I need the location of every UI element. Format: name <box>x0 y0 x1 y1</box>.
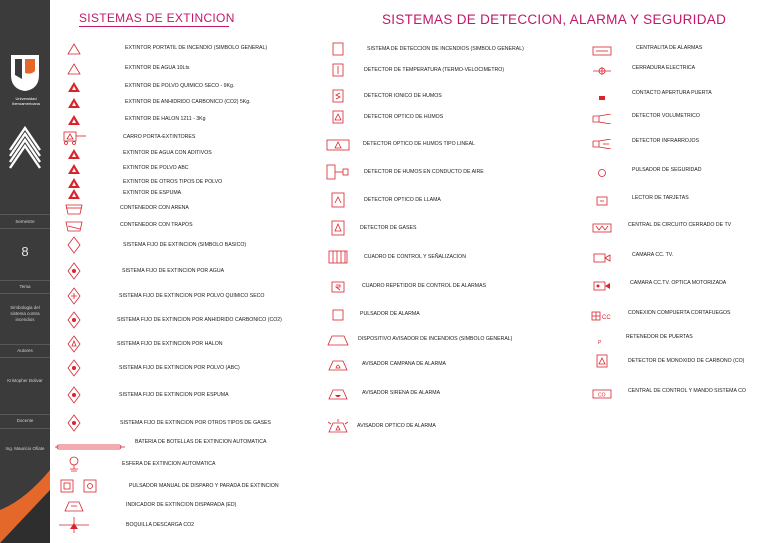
svg-text:CO: CO <box>598 392 606 399</box>
symbol-label: PULSADOR DE SEGURIDAD <box>632 166 702 173</box>
symbol-label: EXTINTOR DE POLVO ABC <box>123 164 189 171</box>
sphere-extinction-icon <box>67 455 81 478</box>
symbol-label: DETECTOR DE GASES <box>360 224 417 231</box>
cctv-central-icon <box>592 220 612 238</box>
cctv-motor-camera-icon <box>593 278 611 296</box>
door-holder-icon <box>597 333 607 351</box>
symbol-label: SISTEMA FIJO DE EXTINCION POR AGUA <box>122 267 225 274</box>
symbol-label: DETECTOR INFRARROJOS <box>632 137 700 144</box>
tema-value: Simbologia del sistema contra incendios <box>10 305 40 322</box>
symbol-label: SISTEMA FIJO DE EXTINCION POR HALON <box>117 340 223 347</box>
diamond-dot-icon <box>67 359 81 382</box>
symbol-label: EXTINTOR DE AGUA CON ADITIVOS <box>123 149 212 156</box>
symbol-label: CONTACTO APERTURA PUERTA <box>632 89 712 96</box>
electric-lock-icon <box>593 63 611 81</box>
square-outline-icon <box>331 42 345 61</box>
symbol-label: EXTINTOR DE OTROS TIPOS DE POLVO <box>123 178 223 185</box>
fire-damper-icon <box>591 308 613 326</box>
symbol-label: CONTENEDOR CON ARENA <box>120 204 189 211</box>
autores-value: Kristopher Bolivar <box>7 378 43 383</box>
sidebar-divider <box>0 344 50 345</box>
diamond-dot-icon <box>67 414 81 437</box>
sidebar <box>0 0 50 543</box>
alarm-pushbutton-icon <box>332 308 344 326</box>
infrared-detector-icon <box>592 136 612 154</box>
triangle-filled-icon <box>67 96 81 114</box>
symbol-label: SISTEMA DE DETECCION DE INCENDIOS (SIMBOLO GENERAL) <box>367 45 524 52</box>
symbol-label: DISPOSITIVO AVISADOR DE INCENDIOS (SIMBOLO GENERAL) <box>358 335 513 342</box>
docente-label: Docente <box>16 418 34 423</box>
sidebar-divider <box>0 428 50 429</box>
diamond-dot-icon <box>67 262 81 285</box>
thermal-detector-icon <box>331 63 345 82</box>
autores-label: Autores <box>17 348 33 353</box>
svg-text:P: P <box>598 340 602 346</box>
symbol-label: DETECTOR DE MONOXIDO DE CARBONO (CO) <box>628 357 745 364</box>
repeater-panel-icon <box>331 280 345 298</box>
symbol-label: PULSADOR DE ALARMA <box>360 310 420 317</box>
sidebar-divider <box>0 228 50 229</box>
sidebar-divider <box>0 414 50 415</box>
symbol-label: PULSADOR MANUAL DE DISPARO Y PARADA DE EXTINCION <box>129 482 279 489</box>
symbol-label: AVISADOR SIRENA DE ALARMA <box>362 389 441 396</box>
cctv-camera-icon <box>593 250 611 268</box>
symbol-label: DETECTOR DE HUMOS EN CONDUCTO DE AIRE <box>364 168 484 175</box>
symbol-label: BATERIA DE BOTELLAS DE EXTINCION AUTOMATICA <box>135 438 267 445</box>
symbol-label: SISTEMA FIJO DE EXTINCION POR ANHIDRIDO CARBONICO (CO2) <box>117 316 282 323</box>
optical-detector-icon <box>331 110 345 129</box>
semestre-value: 8 <box>21 244 29 259</box>
symbol-label: INDICADOR DE EXTINCION DISPARADA (ED) <box>126 501 237 508</box>
symbol-label: EXTINTOR DE AGUA 10Lts <box>125 64 190 71</box>
university-logo-icon <box>9 53 41 93</box>
sidebar-divider <box>0 214 50 215</box>
symbol-label: CENTRAL DE CONTROL Y MANDO SISTEMA CO <box>628 387 746 394</box>
triangle-outline-icon <box>67 62 81 80</box>
symbol-label: EXTINTOR DE POLVO QUIMICO SECO - 9Kg. <box>125 82 235 89</box>
notifier-icon <box>327 333 349 351</box>
bell-notifier-icon <box>328 358 348 376</box>
manual-push-icon <box>60 479 100 498</box>
control-command-icon <box>592 386 612 404</box>
sand-container-icon <box>65 202 83 220</box>
symbol-label: CUADRO DE CONTROL Y SEÑALIZACION <box>364 253 466 260</box>
sidebar-divider <box>0 280 50 281</box>
title-underline <box>79 26 229 27</box>
discharge-indicator-icon <box>63 499 85 517</box>
card-reader-icon <box>596 193 608 211</box>
extinction-systems-title: SISTEMAS DE EXTINCION <box>79 11 235 25</box>
cylinder-battery-icon <box>55 438 125 456</box>
symbol-label: CARRO PORTA-EXTINTORES <box>123 133 196 140</box>
triangle-outline-icon <box>67 42 81 60</box>
symbol-label: DETECTOR OPTICO DE HUMOS TIPO LINEAL <box>363 140 475 147</box>
symbol-label: CAMARA CC. TV. <box>632 251 674 258</box>
gas-detector-icon <box>331 220 345 241</box>
symbol-label: EXTINTOR DE HALON 1211 - 3Kg <box>125 115 206 122</box>
diamond-halon-icon <box>67 335 81 358</box>
symbol-label: DETECTOR VOLUMETRICO <box>632 112 700 119</box>
symbol-label: ESFERA DE EXTINCION AUTOMATICA <box>122 460 216 467</box>
svg-text:CC: CC <box>602 315 611 321</box>
co2-nozzle-icon <box>59 517 89 538</box>
symbol-label: DETECTOR IONICO DE HUMOS <box>364 92 442 99</box>
symbol-label: CENTRALITA DE ALARMAS <box>636 44 703 51</box>
symbol-label: DETECTOR OPTICO DE LLAMA <box>364 196 441 203</box>
university-name: Universidad Iberoamericana <box>12 96 40 106</box>
docente-value: Ing. Mauricio Ofiate <box>5 446 45 451</box>
symbol-label: EXTINTOR PORTATIL DE INCENDIO (SIMBOLO GENERAL) <box>125 44 268 51</box>
symbol-label: SISTEMA FIJO DE EXTINCION POR ESPUMA <box>119 391 229 398</box>
symbol-label: CONEXION COMPUERTA CORTAFUEGOS <box>628 309 731 316</box>
strobe-notifier-icon <box>327 419 349 438</box>
sidebar-divider <box>0 357 50 358</box>
chevron-stripes-icon <box>8 124 42 170</box>
diamond-outline-icon <box>67 236 81 259</box>
duct-detector-icon <box>325 164 351 185</box>
symbol-label: SISTEMA FIJO DE EXTINCION POR POLVO QUIMICO SECO <box>119 292 265 299</box>
linear-detector-icon <box>326 138 350 156</box>
security-pushbutton-icon <box>597 165 607 183</box>
flame-detector-icon <box>331 192 345 213</box>
volumetric-detector-icon <box>592 111 612 129</box>
symbol-label: CUADRO REPETIDOR DE CONTROL DE ALARMAS <box>362 282 487 289</box>
symbol-label: CENTRAL DE CIRCUITO CERRADO DE TV <box>628 221 732 228</box>
tema-label: Tema <box>19 284 31 289</box>
diamond-dot-icon <box>67 311 81 334</box>
rag-container-icon <box>65 219 83 237</box>
semestre-label: Semestre <box>15 219 35 224</box>
symbol-label: AVISADOR CAMPANA DE ALARMA <box>362 360 446 367</box>
siren-notifier-icon <box>328 387 348 405</box>
symbol-label: SISTEMA FIJO DE EXTINCION POR OTROS TIPOS DE GASES <box>120 419 271 426</box>
control-panel-icon <box>328 250 348 269</box>
symbol-label: CONTENEDOR CON TRAPOS <box>120 221 193 228</box>
symbol-label: BOQUILLA DESCARGA CO2 <box>126 521 195 528</box>
diamond-cross-icon <box>67 287 81 310</box>
alarm-central-icon <box>592 43 612 61</box>
symbol-label: RETENEDOR DE PUERTAS <box>626 333 693 340</box>
diamond-dot-icon <box>67 386 81 409</box>
symbol-label: EXTINTOR DE ESPUMA <box>123 189 182 196</box>
sidebar-divider <box>0 293 50 294</box>
ionic-detector-icon <box>331 89 345 108</box>
symbol-label: SISTEMA FIJO DE EXTINCION (SIMBOLO BASICO) <box>123 241 247 248</box>
symbol-label: AVISADOR OPTICO DE ALARMA <box>357 422 436 429</box>
symbol-label: CERRADURA ELECTRICA <box>632 64 696 71</box>
orange-corner-shape <box>0 470 50 543</box>
symbol-label: CAMARA CC.TV. OPTICA MOTORIZADA <box>630 279 727 286</box>
door-contact-icon <box>597 89 607 107</box>
symbol-label: DETECTOR DE TEMPERATURA (TERMO-VELOCIMETRO) <box>364 66 505 73</box>
symbol-label: DETECTOR OPTICO DE HUMOS <box>364 113 444 120</box>
symbol-label: SISTEMA FIJO DE EXTINCION POR POLVO (ABC) <box>119 364 240 371</box>
symbol-label: LECTOR DE TARJETAS <box>632 194 689 201</box>
co-detector-icon <box>595 354 609 373</box>
detection-alarm-title: SISTEMAS DE DETECCION, ALARMA Y SEGURIDAD <box>382 12 727 27</box>
symbol-label: EXTINTOR DE ANHIDRIDO CARBONICO (CO2) 5Kg. <box>125 98 251 105</box>
